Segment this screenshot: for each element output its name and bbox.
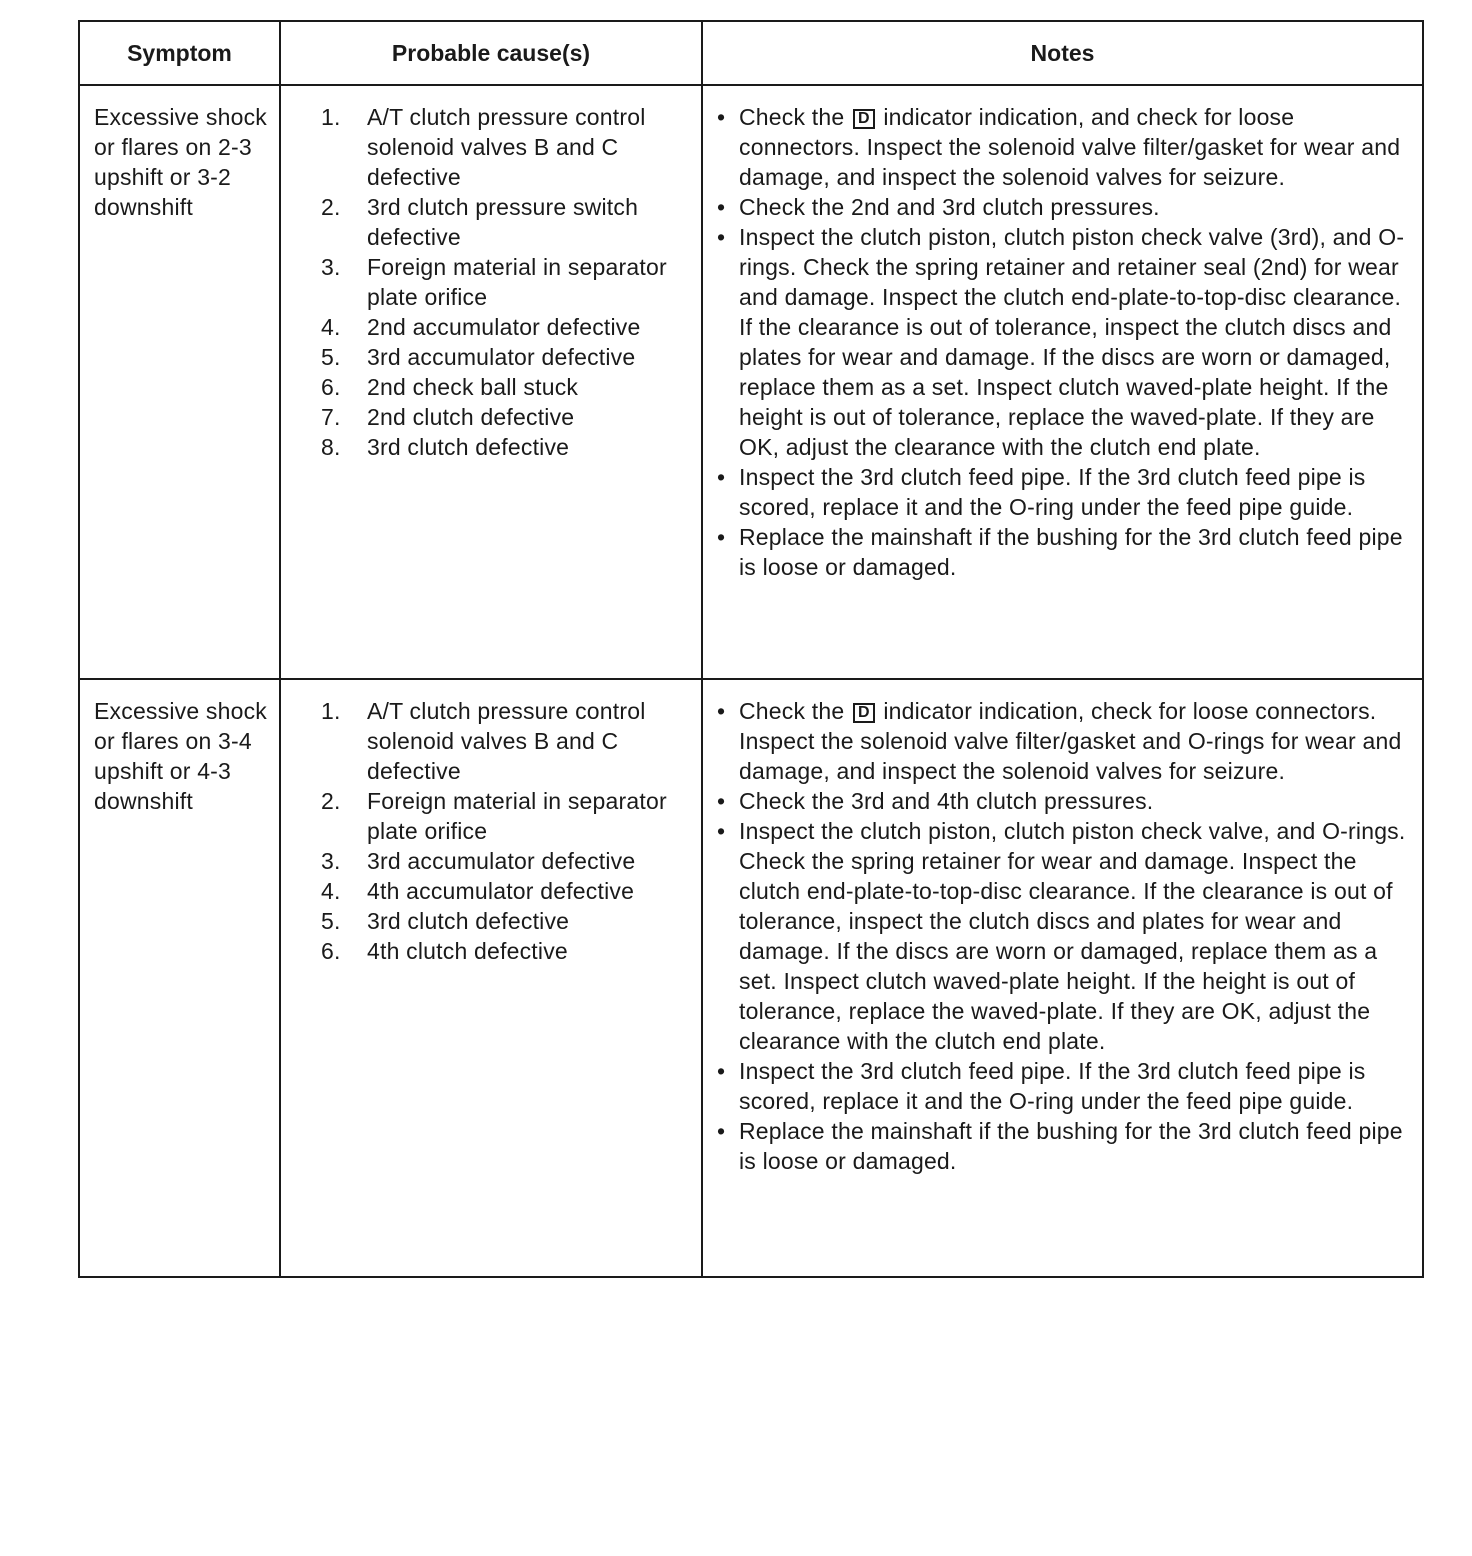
note-item — [717, 1056, 1410, 1116]
cause-number: 2. — [321, 194, 341, 220]
note-text: indicator indication, and check for loose connectors. Inspect the solenoid valve filter/gasket for wear and damage, and inspect the solenoid valves for seizure. — [739, 104, 1401, 190]
cause-text: A/T clutch pressure control solenoid valves B and C defective — [367, 698, 646, 784]
document-page — [78, 20, 1422, 1278]
note-item — [717, 1116, 1410, 1176]
note-text: Check the 2nd and 3rd clutch pressures. — [739, 194, 1160, 220]
note-text: indicator indication, check for loose connectors. Inspect the solenoid valve filter/gasket and O-rings for wear and damage, and inspect the solenoid valves for seizure. — [739, 698, 1402, 784]
cause-item — [321, 252, 693, 312]
table-row — [79, 85, 1423, 679]
cause-number: 4. — [321, 878, 341, 904]
symptom-cell: Excessive shock or flares on 2-3 upshift or 3-2 downshift — [79, 85, 280, 679]
cause-item — [321, 192, 693, 252]
cause-text: 3rd clutch defective — [367, 908, 570, 934]
causes-list — [321, 102, 693, 462]
note-text: Inspect the clutch piston, clutch piston check valve (3rd), and O-rings. Check the spring retainer and retainer seal (2nd) for wear and damage. Inspect the clutch end-plate-to-top-disc clearance. If the clearance is out of tolerance, inspect the clutch discs and plates for wear and damage. If the discs are worn or damaged, replace them as a set. Inspect clutch waved-plate height. If the height is out of tolerance, replace the waved-plate. If they are OK, adjust the clearance with the clutch end plate. — [739, 224, 1405, 460]
d-indicator-icon: D — [853, 109, 875, 129]
cause-item — [321, 342, 693, 372]
note-item — [717, 222, 1410, 462]
note-item — [717, 462, 1410, 522]
causes-list — [321, 696, 693, 966]
cause-text: 3rd accumulator defective — [367, 344, 636, 370]
note-text: Inspect the 3rd clutch feed pipe. If the 3rd clutch feed pipe is scored, replace it and the O-ring under the feed pipe guide. — [739, 464, 1366, 520]
bullet-icon: • — [717, 194, 726, 220]
cause-text: A/T clutch pressure control solenoid valves B and C defective — [367, 104, 646, 190]
cause-text: 4th accumulator defective — [367, 878, 635, 904]
bullet-icon: • — [717, 224, 726, 250]
header-row — [79, 21, 1423, 85]
cause-text: 2nd check ball stuck — [367, 374, 579, 400]
note-text: Inspect the clutch piston, clutch piston check valve, and O-rings. Check the spring retainer for wear and damage. Inspect the clutch end-plate-to-top-disc clearance. If the clearance is out of tolerance, inspect the clutch discs and plates for wear and damage. If the discs are worn or damaged, replace them as a set. Inspect clutch waved-plate height. If the height is out of tolerance, replace the waved-plate. If they are OK, adjust the clearance with the clutch end plate. — [739, 818, 1406, 1054]
d-indicator-icon: D — [853, 703, 875, 723]
cause-number: 6. — [321, 374, 341, 400]
note-item — [717, 816, 1410, 1056]
cause-item — [321, 432, 693, 462]
note-text: Inspect the 3rd clutch feed pipe. If the 3rd clutch feed pipe is scored, replace it and the O-ring under the feed pipe guide. — [739, 1058, 1366, 1114]
cause-number: 3. — [321, 254, 341, 280]
causes-cell — [280, 679, 702, 1277]
cause-item — [321, 402, 693, 432]
cause-item — [321, 846, 693, 876]
cause-item — [321, 696, 693, 786]
note-item — [717, 696, 1410, 786]
note-item — [717, 102, 1410, 192]
cause-item — [321, 876, 693, 906]
cause-item — [321, 102, 693, 192]
note-item — [717, 522, 1410, 582]
bullet-icon: • — [717, 1058, 726, 1084]
note-prefix: Check the — [739, 698, 845, 724]
cause-text: 2nd accumulator defective — [367, 314, 641, 340]
cause-text: 2nd clutch defective — [367, 404, 575, 430]
cause-number: 1. — [321, 698, 341, 724]
note-text: Check the 3rd and 4th clutch pressures. — [739, 788, 1154, 814]
cause-text: 3rd clutch defective — [367, 434, 570, 460]
note-item — [717, 786, 1410, 816]
bullet-icon: • — [717, 524, 726, 550]
cause-item — [321, 906, 693, 936]
notes-list — [717, 102, 1410, 582]
notes-cell — [702, 85, 1423, 679]
cause-item — [321, 936, 693, 966]
cause-item — [321, 312, 693, 342]
note-item — [717, 192, 1410, 222]
cause-text: Foreign material in separator plate orifice — [367, 254, 667, 310]
header-symptom: Symptom — [79, 21, 280, 85]
cause-item — [321, 372, 693, 402]
cause-number: 7. — [321, 404, 341, 430]
table-row — [79, 679, 1423, 1277]
note-text: Replace the mainshaft if the bushing for the 3rd clutch feed pipe is loose or damaged. — [739, 524, 1403, 580]
bullet-icon: • — [717, 104, 726, 130]
bullet-icon: • — [717, 788, 726, 814]
troubleshooting-table — [78, 20, 1424, 1278]
cause-number: 5. — [321, 908, 341, 934]
notes-list — [717, 696, 1410, 1176]
bullet-icon: • — [717, 464, 726, 490]
cause-number: 8. — [321, 434, 341, 460]
note-prefix: Check the — [739, 104, 845, 130]
cause-text: 3rd clutch pressure switch defective — [367, 194, 639, 250]
cause-number: 4. — [321, 314, 341, 340]
cause-number: 3. — [321, 848, 341, 874]
cause-text: Foreign material in separator plate orifice — [367, 788, 667, 844]
cause-text: 3rd accumulator defective — [367, 848, 636, 874]
bullet-icon: • — [717, 698, 726, 724]
header-notes: Notes — [702, 21, 1423, 85]
cause-number: 6. — [321, 938, 341, 964]
cause-number: 2. — [321, 788, 341, 814]
note-text: Replace the mainshaft if the bushing for the 3rd clutch feed pipe is loose or damaged. — [739, 1118, 1403, 1174]
bullet-icon: • — [717, 818, 726, 844]
symptom-cell: Excessive shock or flares on 3-4 upshift or 4-3 downshift — [79, 679, 280, 1277]
cause-number: 5. — [321, 344, 341, 370]
notes-cell — [702, 679, 1423, 1277]
header-causes: Probable cause(s) — [280, 21, 702, 85]
cause-text: 4th clutch defective — [367, 938, 568, 964]
cause-item — [321, 786, 693, 846]
cause-number: 1. — [321, 104, 341, 130]
bullet-icon: • — [717, 1118, 726, 1144]
causes-cell — [280, 85, 702, 679]
